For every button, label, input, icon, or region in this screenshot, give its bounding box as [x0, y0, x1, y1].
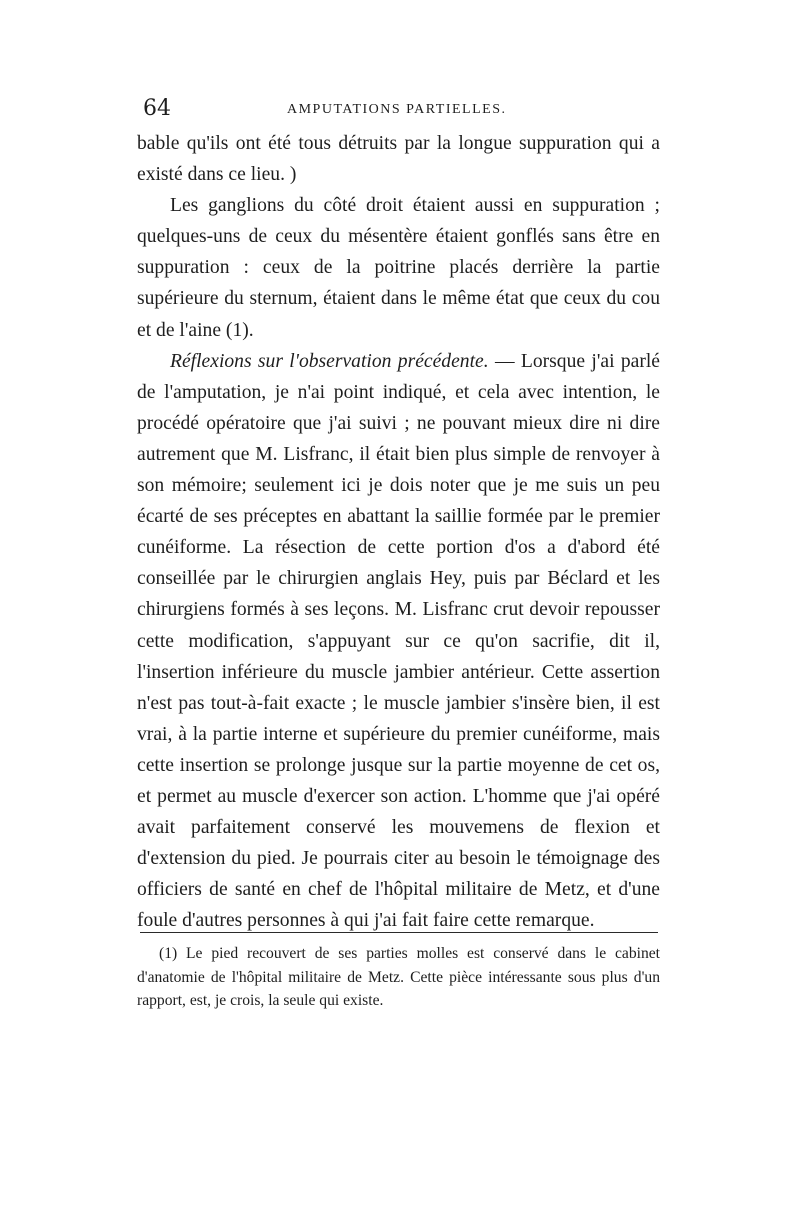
paragraph-continuation: bable qu'ils ont été tous détruits par la longue suppuration qui a existé dans ce lieu. ) [137, 133, 660, 186]
section-heading: Réflexions sur l'observation précédente. [170, 350, 489, 372]
paragraph-reflexions-text: — Lorsque j'ai parlé de l'amputation, je n'ai point indiqué, et cela avec intention, le procédé opératoire que j'ai suivi ; ne pouvant mieux dire ni dire autrement que M. Lisfranc, il était bien plus simple de renvoyer à son mémoire; seulement ici je dois noter que je me suis un peu écarté de ses préceptes en abattant la saillie formée par le premier cunéiforme. La résection de cette portion d'os a d'abord été conseillée par le chirurgien anglais Hey, puis par Béclard et les chirurgiens formés à ses leçons. M. Lisfranc crut devoir repousser cette modification, s'appuyant sur ce qu'on sacrifie, dit il, l'insertion inférieure du muscle jambier antérieur. Cette assertion n'est pas tout-à-fait exacte ; le muscle jambier s'insère bien, il est vrai, à la partie interne et supérieure du premier cunéiforme, mais cette insertion se prolonge jusque sur la partie moyenne de cet os, et permet au muscle d'exercer son action. L'homme que j'ai opéré avait parfaitement conservé les mouvemens de flexion et d'extension du pied. Je pourrais citer au besoin le témoignage des officiers de santé en chef de l'hôpital militaire de Metz, et d'une foule d'autres personnes à qui j'ai fait faire cette remarque. [137, 350, 660, 932]
paragraph-ganglions: Les ganglions du côté droit étaient aussi en suppuration ; quelques-uns de ceux du mésentère étaient gonflés sans être en suppuration : ceux de la poitrine placés derrière la partie supérieure du sternum, étaient dans le même état que ceux du cou et de l'aine (1). [137, 195, 660, 341]
running-title: AMPUTATIONS PARTIELLES. [287, 102, 507, 117]
footnote-text: (1) Le pied recouvert de ses parties molles est conservé dans le cabinet d'anatomie de l'hôpital militaire de Metz. Cette pièce intéressante sous plus d'un rapport, est, je crois, la seule qui existe. [137, 945, 660, 1009]
main-text [137, 128, 660, 936]
page-number: 64 [143, 96, 171, 121]
footnote [137, 942, 660, 1013]
page-header [137, 96, 660, 124]
paragraph-reflexions [137, 346, 660, 937]
footnote-rule [140, 932, 658, 933]
